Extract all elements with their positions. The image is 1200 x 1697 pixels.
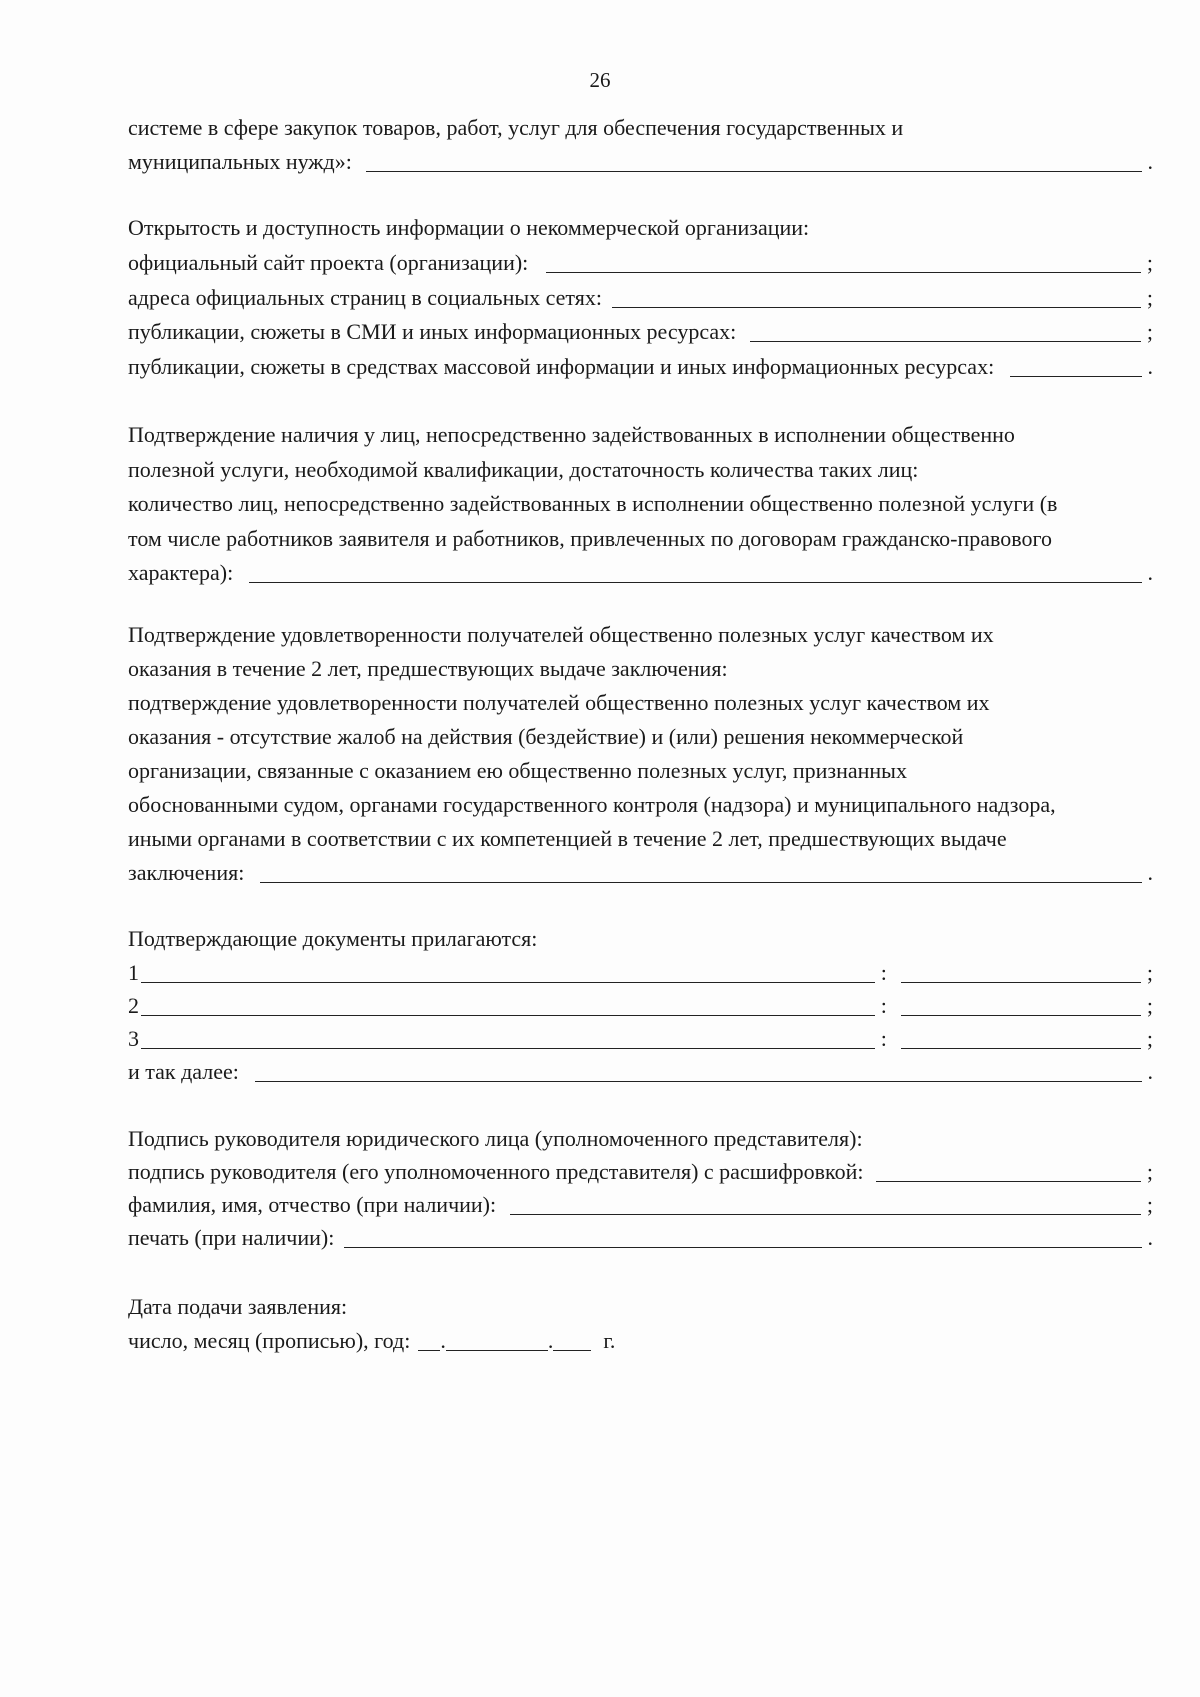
intro-line-2 xyxy=(128,147,1153,177)
document-etc-end: . xyxy=(1147,1059,1153,1084)
website-end: ; xyxy=(1146,250,1153,275)
satisfaction-line-6 xyxy=(128,790,1153,820)
satisfaction-end: . xyxy=(1147,860,1153,885)
qualification-end: . xyxy=(1147,560,1153,585)
signature-stamp-line xyxy=(128,1223,1153,1253)
satisfaction-line-3 xyxy=(128,688,1153,718)
date-fields xyxy=(418,1326,615,1356)
qualification-text-1: Подтверждение наличия у лиц, непосредственно задействованных в исполнении общественно xyxy=(128,422,1015,447)
registry-field[interactable] xyxy=(366,149,1142,172)
signature-stamp-end: . xyxy=(1147,1225,1153,1250)
documents-heading-line xyxy=(128,924,1153,954)
date-sep-1: . xyxy=(440,1328,446,1353)
satisfaction-text-1: Подтверждение удовлетворенности получателей общественно полезных услуг качеством их xyxy=(128,622,994,647)
website-line xyxy=(128,248,1153,278)
media-end: ; xyxy=(1146,319,1153,344)
document-number-1: 1 xyxy=(128,960,139,985)
satisfaction-text-8: заключения: xyxy=(128,860,245,885)
signature-sign-end: ; xyxy=(1146,1159,1153,1184)
date-heading-line xyxy=(128,1292,1153,1322)
mass-media-line xyxy=(128,352,1153,382)
social-end: ; xyxy=(1146,285,1153,310)
date-month-field[interactable] xyxy=(446,1328,548,1351)
date-line xyxy=(128,1326,1153,1356)
signature-sign-line xyxy=(128,1157,1153,1187)
social-field[interactable] xyxy=(612,285,1141,308)
document-name-field-2[interactable] xyxy=(141,993,875,1016)
satisfaction-line-5 xyxy=(128,756,1153,786)
satisfaction-text-5: организации, связанные с оказанием ею общественно полезных услуг, признанных xyxy=(128,758,907,783)
qualification-line-1 xyxy=(128,420,1153,450)
document-detail-field-3[interactable] xyxy=(901,1026,1141,1049)
signature-name-end: ; xyxy=(1146,1192,1153,1217)
intro-end: . xyxy=(1147,149,1153,174)
openness-heading-line xyxy=(128,213,1153,243)
document-colon-1: : xyxy=(880,960,887,985)
website-label: официальный сайт проекта (организации): xyxy=(128,250,529,275)
document-etc-field[interactable] xyxy=(255,1059,1142,1082)
satisfaction-text-2: оказания в течение 2 лет, предшествующих выдаче заключения: xyxy=(128,656,728,681)
satisfaction-text-7: иными органами в соответствии с их компетенцией в течение 2 лет, предшествующих выдаче xyxy=(128,826,1007,851)
website-field[interactable] xyxy=(546,250,1141,273)
signature-sign-label: подпись руководителя (его уполномоченного представителя) с расшифровкой: xyxy=(128,1159,864,1184)
media-field[interactable] xyxy=(750,319,1141,342)
signature-name-line xyxy=(128,1190,1153,1220)
document-number-3: 3 xyxy=(128,1026,139,1051)
staff-count-field[interactable] xyxy=(249,560,1141,583)
complaints-field[interactable] xyxy=(260,860,1141,883)
mass-media-end: . xyxy=(1147,354,1153,379)
document-row-2 xyxy=(128,991,1153,1021)
signature-heading: Подпись руководителя юридического лица (уполномоченного представителя): xyxy=(128,1126,863,1151)
openness-heading: Открытость и доступность информации о некоммерческой организации: xyxy=(128,215,810,240)
mass-media-label: публикации, сюжеты в средствах массовой информации и иных информационных ресурсах: xyxy=(128,354,995,379)
qualification-text-4: том числе работников заявителя и работников, привлеченных по договорам гражданско-правового xyxy=(128,526,1052,551)
mass-media-field[interactable] xyxy=(1010,354,1141,377)
satisfaction-text-6: обоснованными судом, органами государственного контроля (надзора) и муниципального надзора, xyxy=(128,792,1056,817)
signature-heading-line xyxy=(128,1124,1153,1154)
documents-heading: Подтверждающие документы прилагаются: xyxy=(128,926,538,951)
social-line xyxy=(128,283,1153,313)
date-label: число, месяц (прописью), год: xyxy=(128,1328,411,1353)
intro-text-2: муниципальных нужд»: xyxy=(128,149,352,174)
document-end-2: ; xyxy=(1146,993,1153,1018)
document-etc-line xyxy=(128,1057,1153,1087)
qualification-text-2: полезной услуги, необходимой квалификации, достаточность количества таких лиц: xyxy=(128,457,919,482)
satisfaction-line-4 xyxy=(128,722,1153,752)
page-number: 26 xyxy=(589,68,611,92)
document-colon-2: : xyxy=(880,993,887,1018)
satisfaction-line-1 xyxy=(128,620,1153,650)
signature-field[interactable] xyxy=(876,1159,1141,1182)
document-row-1 xyxy=(128,958,1153,988)
qualification-text-3: количество лиц, непосредственно задействованных в исполнении общественно полезной услуги (в xyxy=(128,491,1058,516)
document-detail-field-1[interactable] xyxy=(901,960,1141,983)
document-end-1: ; xyxy=(1146,960,1153,985)
full-name-field[interactable] xyxy=(510,1192,1141,1215)
qualification-line-4 xyxy=(128,524,1153,554)
date-sep-2: . xyxy=(547,1328,554,1353)
satisfaction-text-3: подтверждение удовлетворенности получателей общественно полезных услуг качеством их xyxy=(128,690,990,715)
qualification-text-5: характера): xyxy=(128,560,234,585)
document-name-field-1[interactable] xyxy=(141,960,875,983)
date-year-suffix: г. xyxy=(603,1328,616,1353)
media-line xyxy=(128,317,1153,347)
signature-stamp-label: печать (при наличии): xyxy=(128,1225,335,1250)
social-label: адреса официальных страниц в социальных сетях: xyxy=(128,285,602,310)
date-day-field[interactable] xyxy=(418,1328,440,1351)
date-year-field[interactable] xyxy=(553,1328,591,1351)
stamp-field[interactable] xyxy=(344,1225,1141,1248)
qualification-line-3 xyxy=(128,489,1153,519)
intro-line-1 xyxy=(128,113,1153,143)
intro-text-1: системе в сфере закупок товаров, работ, услуг для обеспечения государственных и xyxy=(128,115,904,140)
satisfaction-line-8 xyxy=(128,858,1153,888)
signature-name-label: фамилия, имя, отчество (при наличии): xyxy=(128,1192,497,1217)
document-etc-label: и так далее: xyxy=(128,1059,239,1084)
satisfaction-line-7 xyxy=(128,824,1153,854)
document-end-3: ; xyxy=(1146,1026,1153,1051)
document-number-2: 2 xyxy=(128,993,139,1018)
document-row-3 xyxy=(128,1024,1153,1054)
date-heading: Дата подачи заявления: xyxy=(128,1294,348,1319)
qualification-line-5 xyxy=(128,558,1153,588)
document-detail-field-2[interactable] xyxy=(901,993,1141,1016)
satisfaction-text-4: оказания - отсутствие жалоб на действия (бездействие) и (или) решения некоммерческой xyxy=(128,724,964,749)
qualification-line-2 xyxy=(128,455,1153,485)
document-colon-3: : xyxy=(880,1026,887,1051)
satisfaction-line-2 xyxy=(128,654,1153,684)
document-name-field-3[interactable] xyxy=(141,1026,875,1049)
media-label: публикации, сюжеты в СМИ и иных информационных ресурсах: xyxy=(128,319,737,344)
